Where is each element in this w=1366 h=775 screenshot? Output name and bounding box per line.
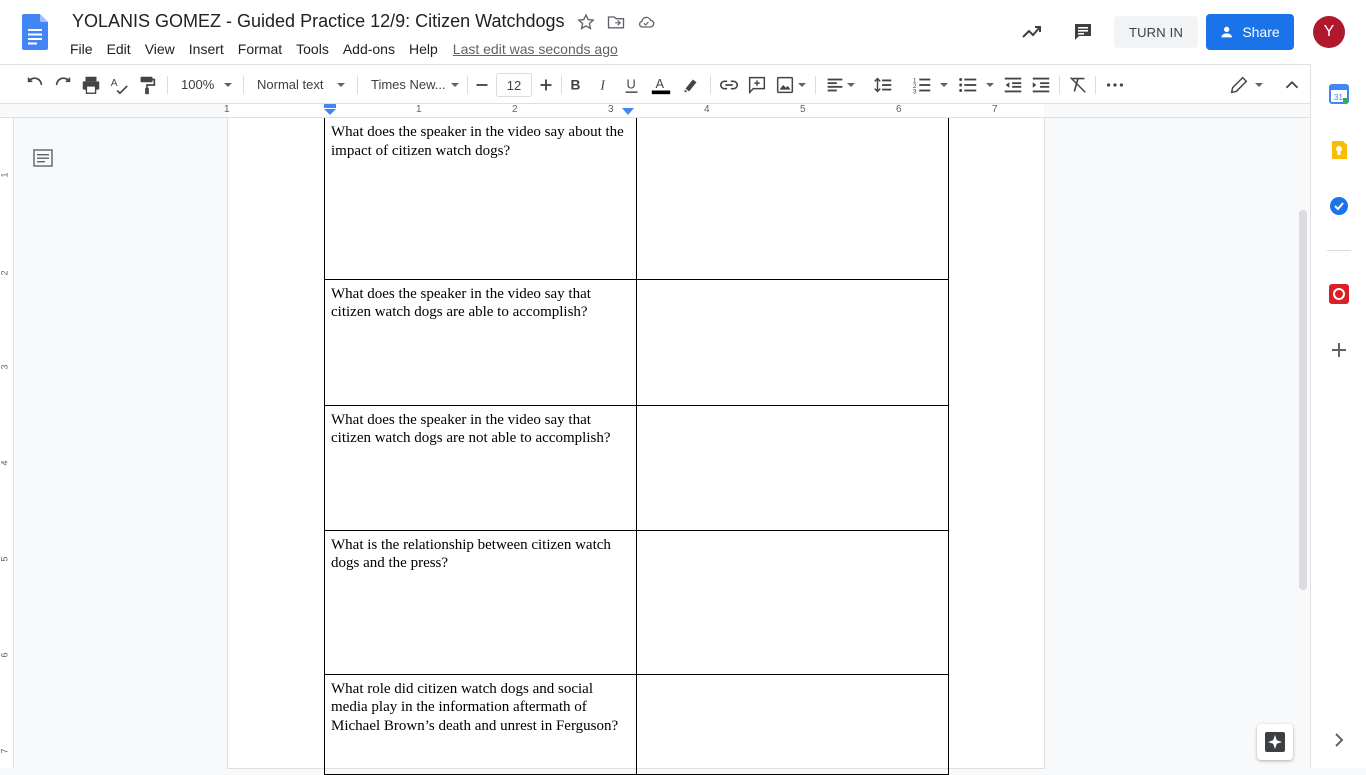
- ruler-page-area: [228, 104, 1044, 117]
- image-caret-icon: [798, 83, 806, 87]
- question-cell[interactable]: What is the relationship between citizen watch dogs and the press?: [325, 530, 637, 674]
- person-add-icon: [1220, 24, 1236, 40]
- comments-icon[interactable]: [1071, 20, 1095, 44]
- table-row: [325, 118, 949, 279]
- collapse-menus-chevron-up-icon[interactable]: [1281, 74, 1303, 96]
- vertical-ruler[interactable]: [0, 118, 14, 768]
- numbered-list-caret-icon: [940, 83, 948, 87]
- tasks-icon[interactable]: [1329, 196, 1349, 216]
- last-edit-link[interactable]: Last edit was seconds ago: [452, 41, 618, 57]
- svg-text:3: 3: [912, 88, 917, 96]
- style-select[interactable]: Normal text: [257, 77, 324, 92]
- questions-table[interactable]: [324, 118, 949, 775]
- horizontal-ruler[interactable]: [0, 104, 1310, 118]
- ruler-number: 2: [512, 104, 518, 115]
- bulleted-list-caret-icon: [986, 83, 994, 87]
- answer-cell[interactable]: [637, 674, 949, 774]
- question-cell[interactable]: What does the speaker in the video say that citizen watch dogs are able to accomplish?: [325, 279, 637, 405]
- svg-text:U: U: [626, 76, 636, 92]
- table-row: [325, 674, 949, 774]
- spellcheck-icon[interactable]: [108, 74, 130, 96]
- italic-icon[interactable]: [593, 74, 615, 96]
- ruler-number: 5: [0, 556, 10, 562]
- insert-image-icon[interactable]: [774, 74, 796, 96]
- add-comment-icon[interactable]: [746, 74, 768, 96]
- cloud-status-icon[interactable]: [636, 12, 656, 32]
- svg-text:I: I: [600, 77, 605, 93]
- decrease-indent-icon[interactable]: [1002, 74, 1024, 96]
- menu-insert[interactable]: Insert: [188, 41, 224, 57]
- zoom-select[interactable]: 100%: [181, 77, 215, 92]
- account-avatar[interactable]: Y: [1313, 16, 1345, 48]
- app-header: [0, 0, 1366, 64]
- share-label: Share: [1242, 24, 1280, 40]
- font-select[interactable]: Times New...: [371, 77, 446, 92]
- ruler-number: 4: [0, 460, 10, 466]
- menu-edit[interactable]: Edit: [106, 41, 131, 57]
- answer-cell[interactable]: [637, 279, 949, 405]
- align-left-icon[interactable]: [824, 74, 846, 96]
- share-button[interactable]: [1206, 14, 1294, 50]
- table-row: [325, 279, 949, 405]
- decrease-font-size-icon[interactable]: [471, 74, 493, 96]
- question-cell[interactable]: What does the speaker in the video say that citizen watch dogs are not able to accomplish?: [325, 405, 637, 530]
- explore-star-icon: [1265, 732, 1285, 752]
- scrollbar-thumb[interactable]: [1299, 210, 1307, 590]
- redo-icon[interactable]: [52, 74, 74, 96]
- numbered-list-icon[interactable]: [911, 74, 933, 96]
- ruler-number: 7: [992, 104, 998, 115]
- answer-cell[interactable]: [637, 530, 949, 674]
- increase-indent-icon[interactable]: [1030, 74, 1052, 96]
- bulleted-list-icon[interactable]: [957, 74, 979, 96]
- line-spacing-icon[interactable]: [872, 74, 894, 96]
- insert-link-icon[interactable]: [718, 74, 740, 96]
- answer-cell[interactable]: [637, 118, 949, 279]
- question-cell[interactable]: What role did citizen watch dogs and social media play in the information aftermath of Michael Brown’s death and unrest in Ferguson?: [325, 674, 637, 774]
- increase-font-size-icon[interactable]: [535, 74, 557, 96]
- bold-icon[interactable]: [565, 74, 587, 96]
- menu-file[interactable]: File: [70, 41, 93, 57]
- ruler-number: 1: [0, 172, 10, 178]
- clear-formatting-icon[interactable]: [1067, 74, 1089, 96]
- star-icon[interactable]: [576, 12, 596, 32]
- question-cell[interactable]: What does the speaker in the video say about the impact of citizen watch dogs?: [325, 118, 637, 279]
- editing-mode-caret-icon: [1255, 83, 1263, 87]
- ruler-number: 6: [0, 652, 10, 658]
- menu-bar: [63, 38, 618, 60]
- more-options-icon[interactable]: [1104, 74, 1126, 96]
- document-title[interactable]: YOLANIS GOMEZ - Guided Practice 12/9: Citizen Watchdogs: [72, 11, 565, 31]
- paint-format-icon[interactable]: [136, 74, 158, 96]
- ruler-number: 1: [416, 104, 422, 115]
- expand-panel-chevron-right-icon[interactable]: [1329, 730, 1349, 750]
- side-panel-divider: [1327, 250, 1351, 251]
- svg-text:A: A: [655, 75, 665, 91]
- svg-text:A: A: [110, 77, 118, 89]
- side-panel: [1310, 64, 1366, 768]
- docs-logo-icon[interactable]: [22, 14, 48, 50]
- menu-view[interactable]: View: [144, 41, 175, 57]
- get-addons-plus-icon[interactable]: [1329, 340, 1349, 360]
- font-size-input[interactable]: 12: [496, 73, 532, 97]
- highlight-color-icon[interactable]: [680, 74, 702, 96]
- right-indent-marker-icon[interactable]: [622, 108, 634, 117]
- menu-tools[interactable]: Tools: [296, 41, 329, 57]
- menu-help[interactable]: Help: [408, 41, 438, 57]
- menu-format[interactable]: Format: [237, 41, 283, 57]
- calendar-icon[interactable]: [1329, 84, 1349, 104]
- text-color-icon[interactable]: [650, 74, 672, 96]
- ruler-number: 5: [800, 104, 806, 115]
- ruler-number: 6: [896, 104, 902, 115]
- zoom-caret-icon: [224, 83, 232, 87]
- keep-icon[interactable]: [1329, 140, 1349, 160]
- font-caret-icon: [451, 83, 459, 87]
- answer-cell[interactable]: [637, 405, 949, 530]
- svg-text:B: B: [570, 77, 581, 93]
- creative-cloud-addon-icon[interactable]: [1329, 284, 1349, 304]
- left-indent-marker-icon[interactable]: [324, 104, 336, 117]
- table-row: [325, 530, 949, 674]
- ruler-number: 7: [0, 748, 10, 754]
- ruler-number: 3: [0, 364, 10, 370]
- undo-icon[interactable]: [24, 74, 46, 96]
- ruler-number: 2: [0, 270, 10, 276]
- svg-text:31: 31: [1334, 93, 1343, 102]
- toolbar: [0, 64, 1310, 104]
- print-icon[interactable]: [80, 74, 102, 96]
- ruler-number: 4: [704, 104, 710, 115]
- ruler-number: 1: [224, 104, 230, 115]
- editing-mode-pencil-icon[interactable]: [1228, 74, 1250, 96]
- activity-trend-icon[interactable]: [1020, 20, 1044, 44]
- table-row: [325, 405, 949, 530]
- underline-icon[interactable]: [621, 74, 643, 96]
- explore-button[interactable]: [1257, 724, 1293, 760]
- style-caret-icon: [337, 83, 345, 87]
- ruler-number: 3: [608, 104, 614, 115]
- svg-text:1: 1: [912, 77, 917, 85]
- align-caret-icon: [847, 83, 855, 87]
- move-folder-icon[interactable]: [606, 12, 626, 32]
- svg-text:2: 2: [912, 82, 917, 90]
- turn-in-button[interactable]: TURN IN: [1114, 16, 1198, 48]
- menu-addons[interactable]: Add-ons: [342, 41, 395, 57]
- document-outline-icon[interactable]: [33, 149, 53, 167]
